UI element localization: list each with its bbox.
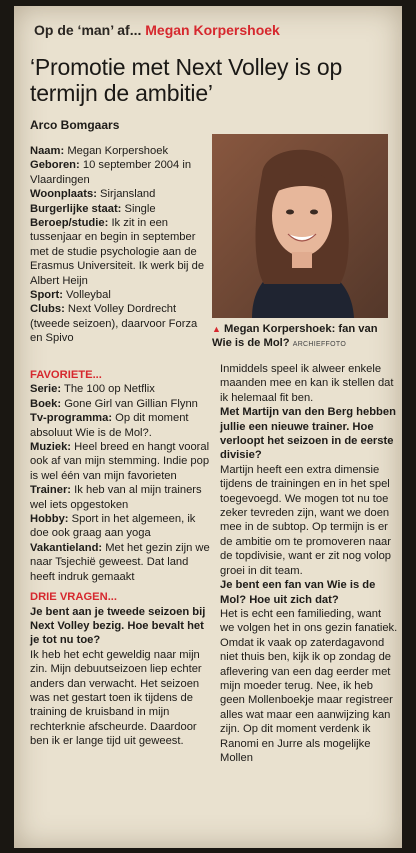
question-3: Je bent een fan van Wie is de Mol? Hoe uit zich dat?: [220, 579, 376, 606]
answer-1-continued: Inmiddels speel ik alweer enkele maanden mee en kan ik stellen dat ik helemaal fit ben.: [220, 363, 394, 404]
fav-trainer: Trainer: Ik heb van al mijn trainers wel iets opgestoken: [30, 484, 202, 511]
right-column: [220, 362, 398, 765]
favorites-title: FAVORIETE...: [30, 369, 102, 381]
fav-holiday: Vakantieland: Met het gezin zijn we naar Tsjechië geweest. Dat land heeft indruk gemaakt: [30, 541, 210, 583]
answer-1: Ik heb het echt geweldig naar mijn zin. Mijn debuutseizoen liep echter anders dan verwacht. Het seizoen was net gestart toen ik tijdens de training de kruisband in mijn rechterknie afscheurde. Daardoor ben ik er lange tijd uit geweest.: [30, 648, 202, 748]
questions-title: DRIE VRAGEN...: [30, 591, 118, 604]
byline: Arco Bomgaars: [30, 118, 120, 132]
photo-caption: ▲ Megan Korpershoek: fan van Wie is de Mol? ARCHIEFFOTO: [212, 323, 378, 349]
profile-occupation: Beroep/studie: Ik zit in een tussenjaar en begin in september met de studie psychologie aan de Erasmus Universiteit. Ik werk bij de Albert Heijn: [30, 217, 205, 287]
photo-source: ARCHIEFFOTO: [292, 341, 347, 348]
fav-tv: Tv-programma: Op dit moment absoluut Wie is de Mol?.: [30, 412, 189, 439]
answer-2: Martijn heeft een extra dimensie tijdens de trainingen en in het spel toegevoegd. We mogen tot nu toe zeker tevreden zijn, want we doen mee in de subtop. Op termijn is er de ambitie om te promoveren naar de topdivisie, want er zit nog volop groei in dit team.: [220, 463, 392, 577]
profile-civil-status: Burgerlijke staat: Single: [30, 202, 156, 215]
fav-hobby: Hobby: Sport in het algemeen, ik doe ook graag aan yoga: [30, 513, 196, 540]
question-1: Je bent aan je tweede seizoen bij Next Volley bezig. Hoe bevalt het je tot nu toe?: [30, 605, 206, 647]
kicker-name: Megan Korpershoek: [145, 22, 280, 38]
fav-music: Muziek: Heel breed en hangt vooral ook af van mijn stemming. Indie pop is wel één van mijn favorieten: [30, 441, 210, 482]
profile-sport: Sport: Volleybal: [30, 289, 111, 302]
headline: ‘Promotie met Next Volley is op termijn de ambitie’: [30, 54, 343, 106]
answer-3: Het is echt een familieding, want we volgen het in ons gezin fanatiek. Omdat ik vaak op zaterdagavond niet thuis ben, kijk ik op zondag de aflevering van een dag eerder met mijn moeder terug. Nee, ik heb geen Mollenboekje maar registreer alles wat maar een aanwijzing kan zijn. Op dit moment verdenk ik Ranomi en Jurre als mogelijke Mollen: [220, 607, 398, 764]
fav-book: Boek: Gone Girl van Gillian Flynn: [30, 397, 198, 410]
portrait-photo: [212, 134, 388, 318]
profile-name: Naam: Megan Korpershoek: [30, 145, 169, 157]
profile-box: [30, 144, 208, 346]
profile-born: Geboren: 10 september 2004 in Vlaardingen: [30, 159, 192, 186]
profile-residence: Woonplaats: Sirjansland: [30, 188, 156, 201]
kicker: [34, 22, 280, 38]
portrait-illustration: [212, 134, 388, 318]
kicker-series: Op de ‘man’ af...: [34, 22, 142, 38]
left-column: [30, 368, 216, 749]
caption-triangle-icon: ▲: [212, 324, 221, 334]
newspaper-clipping: [14, 6, 402, 848]
profile-clubs: Clubs: Next Volley Dordrecht (tweede seizoen), daarvoor Forza en Spivo: [30, 303, 198, 345]
question-2: Met Martijn van den Berg hebben jullie een nieuwe trainer. Hoe verloopt het seizoen in de eerste divisie?: [220, 406, 396, 462]
fav-series: Serie: The 100 op Netflix: [30, 383, 155, 396]
